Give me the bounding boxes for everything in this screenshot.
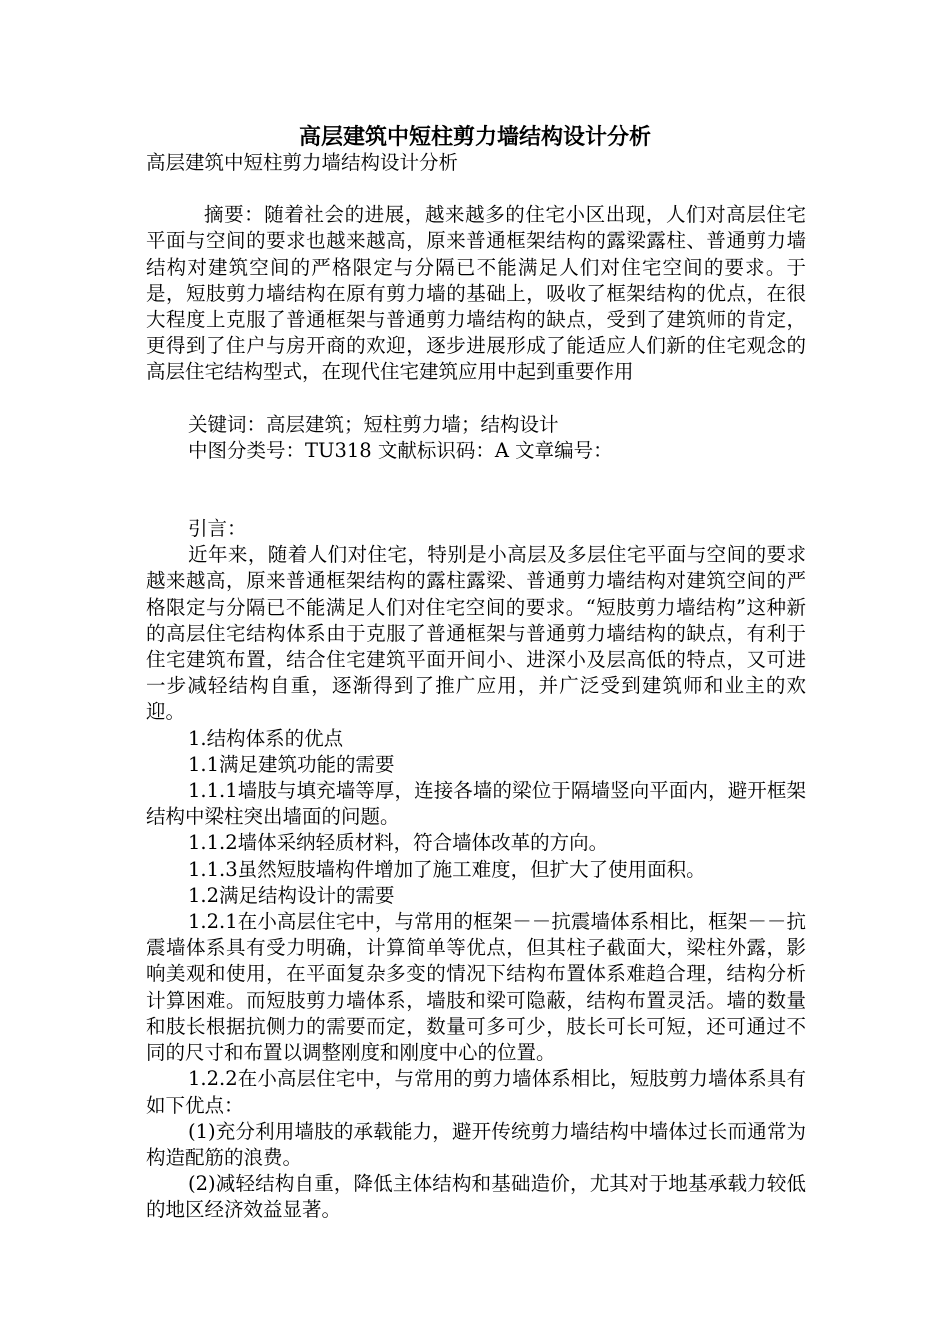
abstract-paragraph: 摘要：随着社会的进展，越来越多的住宅小区出现，人们对高层住宅平面与空间的要求也越来越高，原来普通框架结构的露梁露柱、普通剪力墙结构对建筑空间的严格限定与分隔已不能满足人们对住宅空间的要求。于是，短肢剪力墙结构在原有剪力墙的基础上，吸收了框架结构的优点，在很大程度上克服了普通框架与普通剪力墙结构的缺点，受到了建筑师的肯定，更得到了住户与房开商的欢迎，逐步进展形成了能适应人们新的住宅观念的高层住宅结构型式，在现代住宅建筑应用中起到重要作用 bbox=[146, 203, 806, 384]
document-subtitle: 高层建筑中短柱剪力墙结构设计分析 bbox=[146, 151, 459, 174]
body-paragraph: 1.2.1在小高层住宅中，与常用的框架－－抗震墙体系相比，框架－－抗震墙体系具有受力明确，计算简单等优点，但其柱子截面大，梁柱外露，影响美观和使用，在平面复杂多变的情况下结构布置体系难趋合理，结构分析计算困难。而短肢剪力墙体系，墙肢和梁可隐蔽，结构布置灵活。墙的数量和肢长根据抗侧力的需要而定，数量可多可少，肢长可长可短，还可通过不同的尺寸和布置以调整刚度和刚度中心的位置。 bbox=[146, 910, 806, 1065]
document-title: 高层建筑中短柱剪力墙结构设计分析 bbox=[298, 125, 651, 150]
spacer bbox=[146, 464, 806, 516]
intro-heading: 引言： bbox=[188, 517, 247, 541]
section-heading: 1.1满足建筑功能的需要 bbox=[188, 752, 395, 776]
list-item: (1)充分利用墙肢的承载能力，避开传统剪力墙结构中墙体过长而通常为构造配筋的浪费。 bbox=[146, 1119, 806, 1169]
spacer bbox=[146, 386, 806, 412]
body-paragraph: 1.1.3虽然短肢墙构件增加了施工难度，但扩大了使用面积。 bbox=[188, 857, 706, 881]
section-heading: 1.2满足结构设计的需要 bbox=[188, 883, 395, 907]
list-item: (2)减轻结构自重，降低主体结构和基础造价，尤其对于地基承载力较低的地区经济效益显著。 bbox=[146, 1172, 806, 1222]
body-paragraph: 1.1.2墙体采纳轻质材料，符合墙体改革的方向。 bbox=[188, 831, 609, 855]
section-heading: 1.结构体系的优点 bbox=[188, 726, 344, 750]
spacer bbox=[146, 176, 806, 202]
body-paragraph: 近年来，随着人们对住宅，特别是小高层及多层住宅平面与空间的要求越来越高，原来普通框架结构的露柱露梁、普通剪力墙结构对建筑空间的严格限定与分隔已不能满足人们对住宅空间的要求。“短肢剪力墙结构”这种新的高层住宅结构体系由于克服了普通框架与普通剪力墙结构的缺点，有利于住宅建筑布置，结合住宅建筑平面开间小、进深小及层高低的特点，又可进一步减轻结构自重，逐渐得到了推广应用，并广泛受到建筑师和业主的欢迎。 bbox=[146, 543, 806, 724]
body-paragraph: 1.1.1墙肢与填充墙等厚，连接各墙的梁位于隔墙竖向平面内，避开框架结构中梁柱突出墙面的问题。 bbox=[146, 779, 806, 829]
body-paragraph: 1.2.2在小高层住宅中，与常用的剪力墙体系相比，短肢剪力墙体系具有如下优点： bbox=[146, 1067, 806, 1117]
keywords-line: 关键词：高层建筑；短柱剪力墙；结构设计 bbox=[188, 412, 559, 436]
document-body bbox=[146, 150, 806, 1224]
classification-line: 中图分类号：TU318 文献标识码：A 文章编号： bbox=[188, 438, 613, 462]
